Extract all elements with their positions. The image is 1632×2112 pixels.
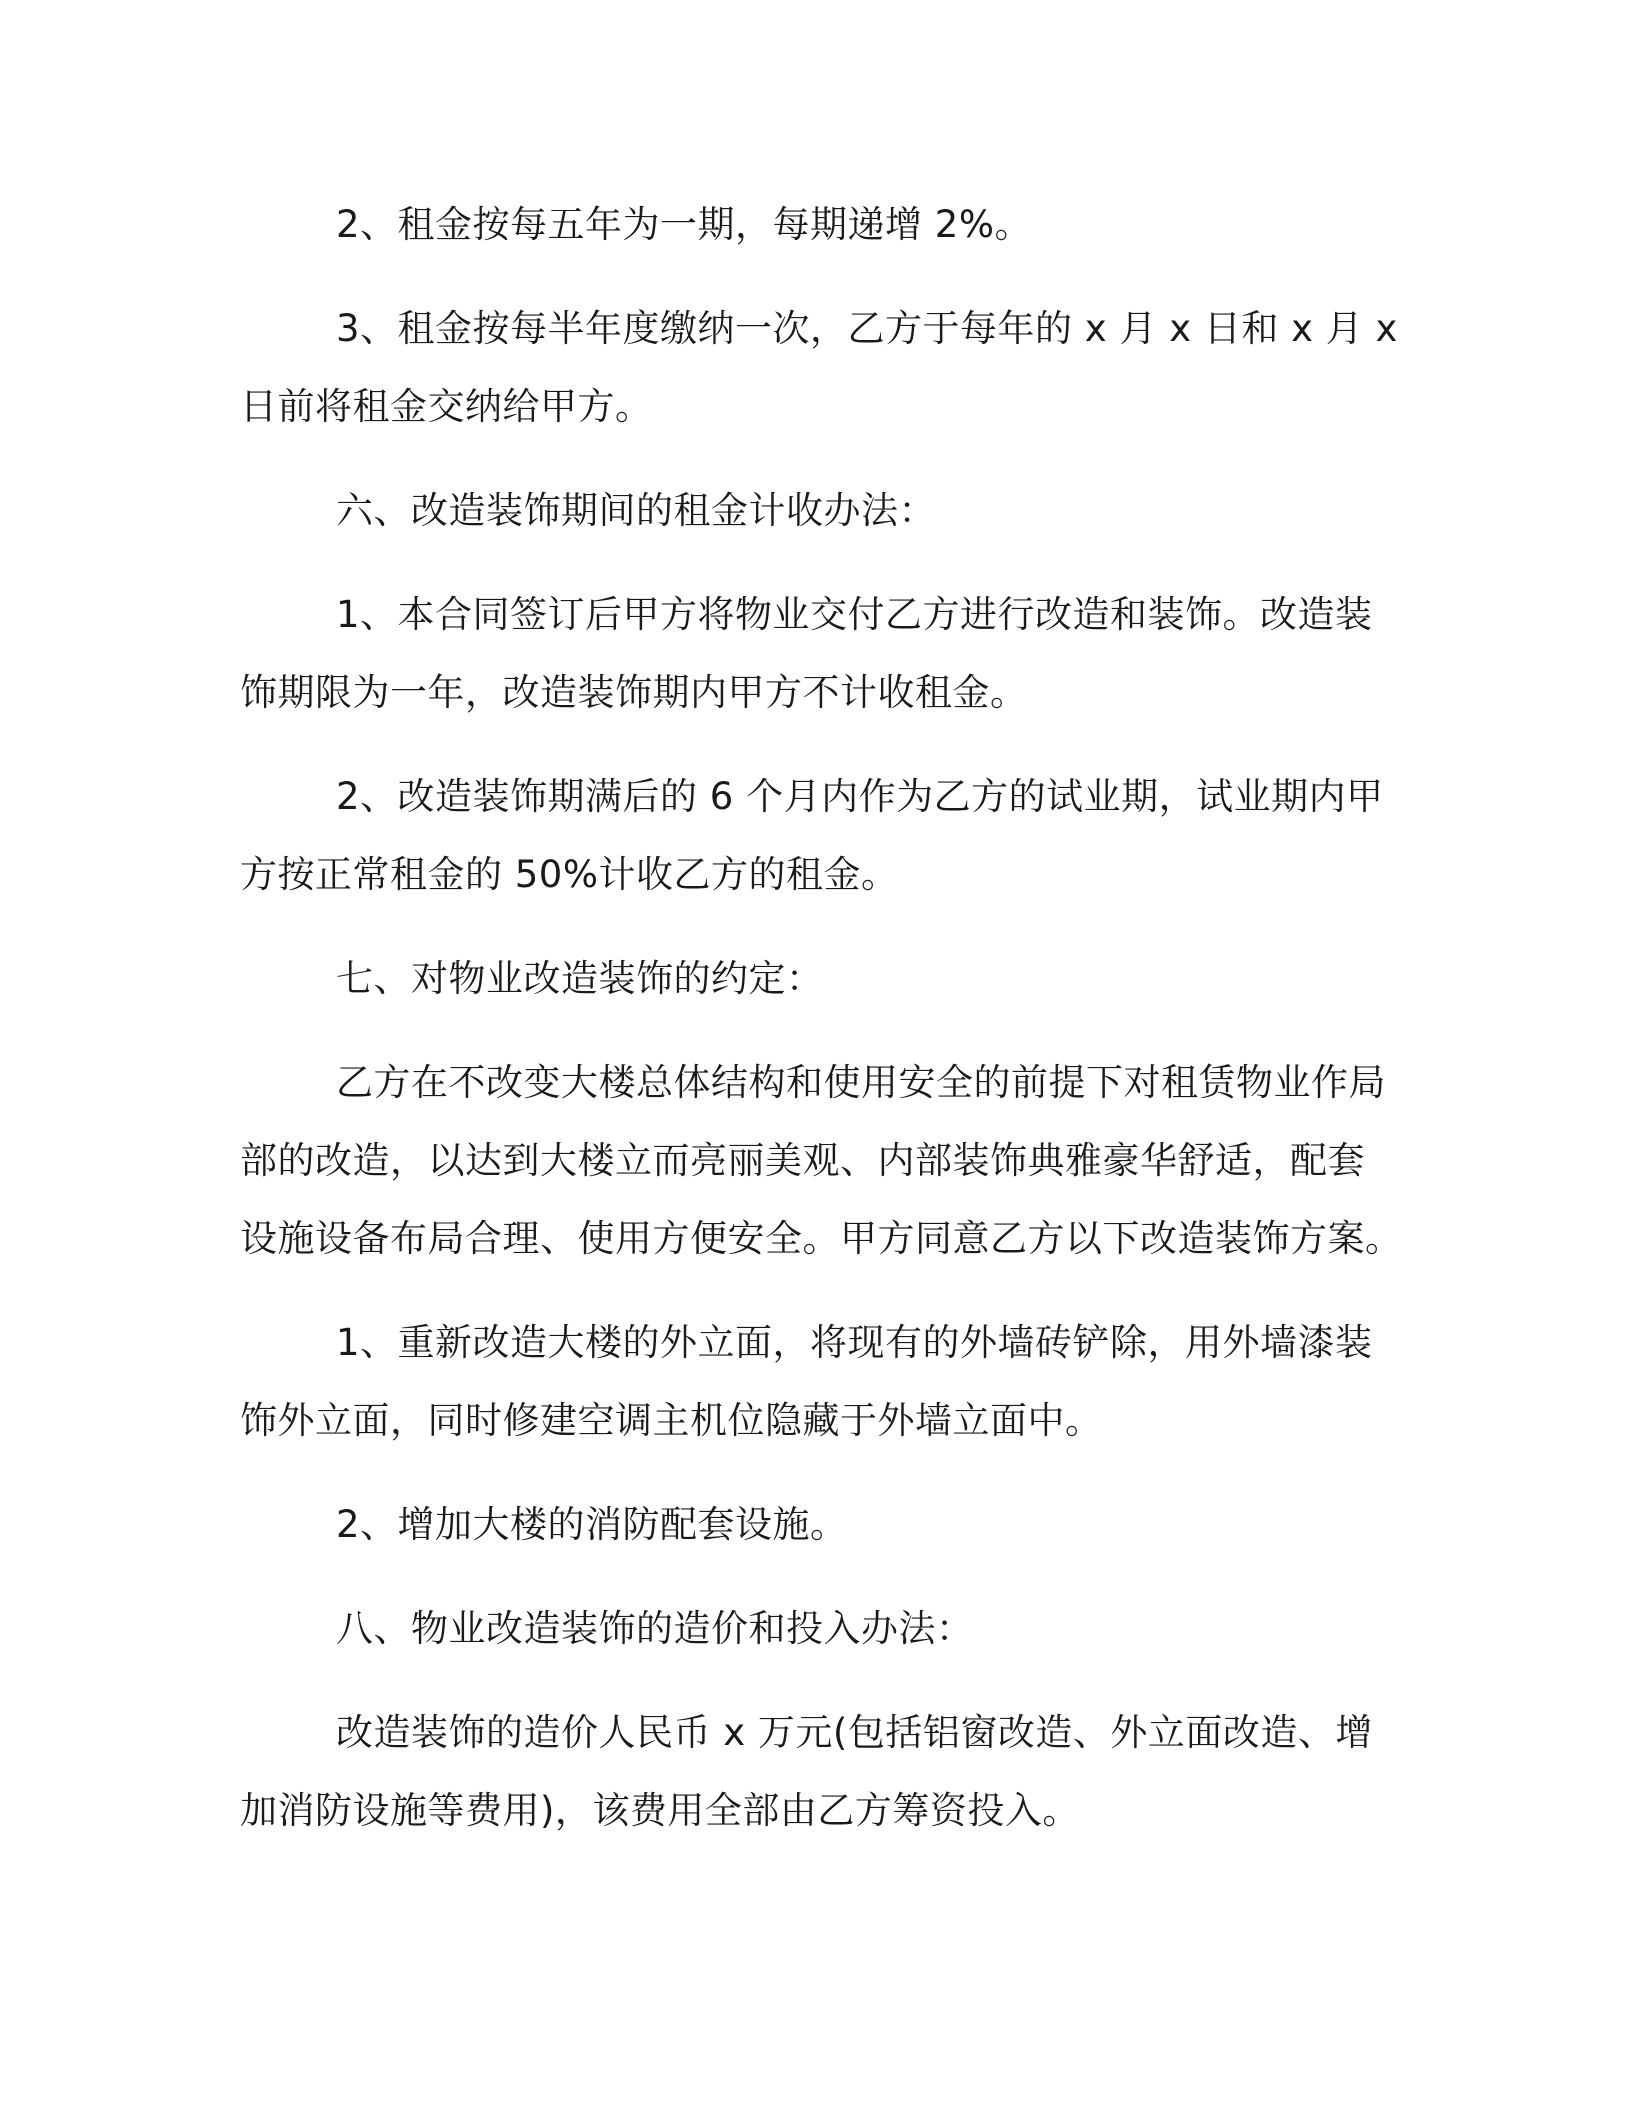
section-heading-seven [240,940,1384,1018]
text-line: 2、改造装饰期满后的 6 个月内作为乙方的试业期，试业期内甲 [336,775,1384,818]
text-line: 1、重新改造大楼的外立面，将现有的外墙砖铲除，用外墙漆装 [336,1321,1373,1364]
text-line: 日前将租金交纳给甲方。 [240,385,653,428]
text-line: 七、对物业改造装饰的约定： [336,957,824,1000]
paragraph-rent-increase [240,186,1384,264]
text-line: 3、租金按每半年度缴纳一次，乙方于每年的 x 月 x 日和 x 月 x [336,307,1398,350]
text-line: 2、增加大楼的消防配套设施。 [336,1503,848,1546]
text-line: 改造装饰的造价人民币 x 万元(包括铝窗改造、外立面改造、增 [336,1711,1373,1754]
paragraph-cost [240,1694,1384,1850]
paragraph-fire-safety [240,1486,1384,1564]
document-page [240,186,1403,1876]
paragraph-renovation-agreement [240,1044,1403,1278]
paragraph-rent-payment [240,290,1398,446]
text-line: 部的改造，以达到大楼立而亮丽美观、内部装饰典雅豪华舒适，配套 [240,1139,1365,1182]
text-line: 饰期限为一年，改造装饰期内甲方不计收租金。 [240,671,1028,714]
section-heading-six [240,472,1384,550]
text-line: 1、本合同签订后甲方将物业交付乙方进行改造和装饰。改造装 [336,593,1373,636]
text-line: 设施设备布局合理、使用方便安全。甲方同意乙方以下改造装饰方案。 [240,1217,1403,1260]
text-line: 六、改造装饰期间的租金计收办法： [336,489,936,532]
text-line: 八、物业改造装饰的造价和投入办法： [336,1607,974,1650]
text-line: 饰外立面，同时修建空调主机位隐藏于外墙立面中。 [240,1399,1103,1442]
paragraph-trial-period [240,758,1384,914]
text-line: 方按正常租金的 50%计收乙方的租金。 [240,853,899,896]
text-line: 2、租金按每五年为一期，每期递增 2%。 [336,203,1032,246]
section-heading-eight [240,1590,1384,1668]
paragraph-facade [240,1304,1384,1460]
text-line: 乙方在不改变大楼总体结构和使用安全的前提下对租赁物业作局 [336,1061,1386,1104]
paragraph-renovation-period [240,576,1384,732]
text-line: 加消防设施等费用)，该费用全部由乙方筹资投入。 [240,1789,1080,1832]
